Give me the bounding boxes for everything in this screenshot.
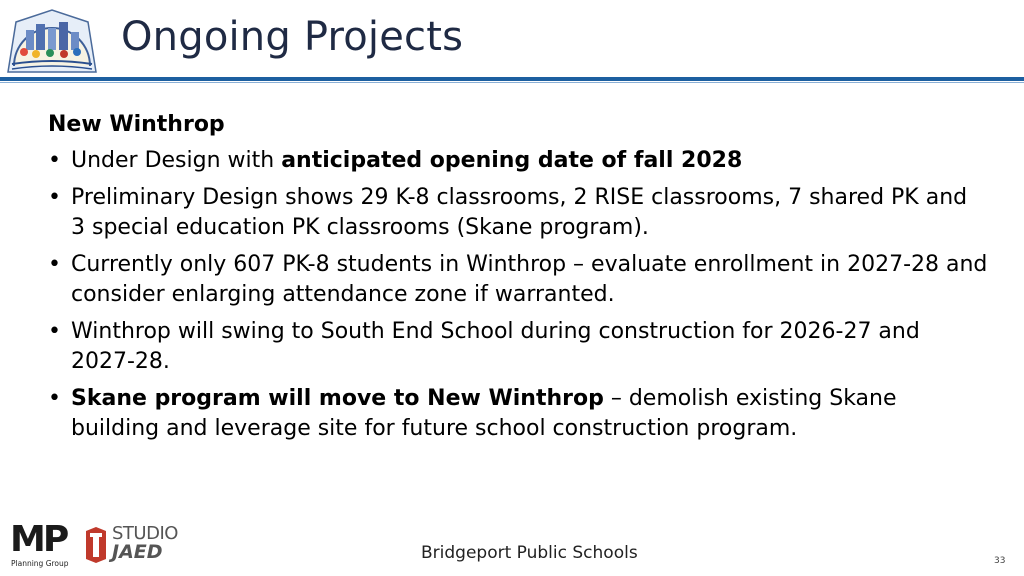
title-divider <box>0 77 1024 81</box>
studio-logo-line2: JAED <box>112 541 163 563</box>
bullet-item: • Preliminary Design shows 29 K-8 classrooms, 2 RISE classrooms, 7 shared PK and 3 special education PK classrooms (Skane program). <box>48 184 968 240</box>
bullet-dot: • <box>48 148 61 173</box>
bullet-dot: • <box>48 184 61 210</box>
bullet-item: • Winthrop will swing to South End School during construction for 2026-27 and 2027-28. <box>48 318 920 374</box>
mp-logo-tagline: Planning Group <box>11 559 69 568</box>
bullet-item: • Skane program will move to New Winthrop – demolish existing Skane building and leverage site for future school construction program. <box>48 385 897 441</box>
slide-body <box>48 110 988 451</box>
studio-jaed-logo <box>82 525 182 567</box>
footer-organization: Bridgeport Public Schools <box>421 543 638 563</box>
bullet-item: • Under Design with anticipated opening date of fall 2028 <box>48 146 988 177</box>
mp-logo-letters: MP <box>10 519 67 560</box>
mp-planning-group-logo <box>10 519 70 568</box>
studio-jaed-mark-icon <box>82 525 110 565</box>
page-title: Ongoing Projects <box>121 14 464 60</box>
bullet-dot: • <box>48 251 61 277</box>
title-divider-thin <box>0 82 1024 83</box>
studio-logo-line1: STUDIO <box>112 523 178 544</box>
page-number: 33 <box>994 556 1006 566</box>
bullet-dot: • <box>48 385 61 411</box>
bullet-dot: • <box>48 318 61 344</box>
section-heading: New Winthrop <box>48 112 225 137</box>
district-logo <box>4 8 100 74</box>
bullet-list <box>48 146 988 445</box>
bullet-item: • Currently only 607 PK-8 students in Winthrop – evaluate enrollment in 2027-28 and consider enlarging attendance zone if warranted. <box>48 251 988 307</box>
